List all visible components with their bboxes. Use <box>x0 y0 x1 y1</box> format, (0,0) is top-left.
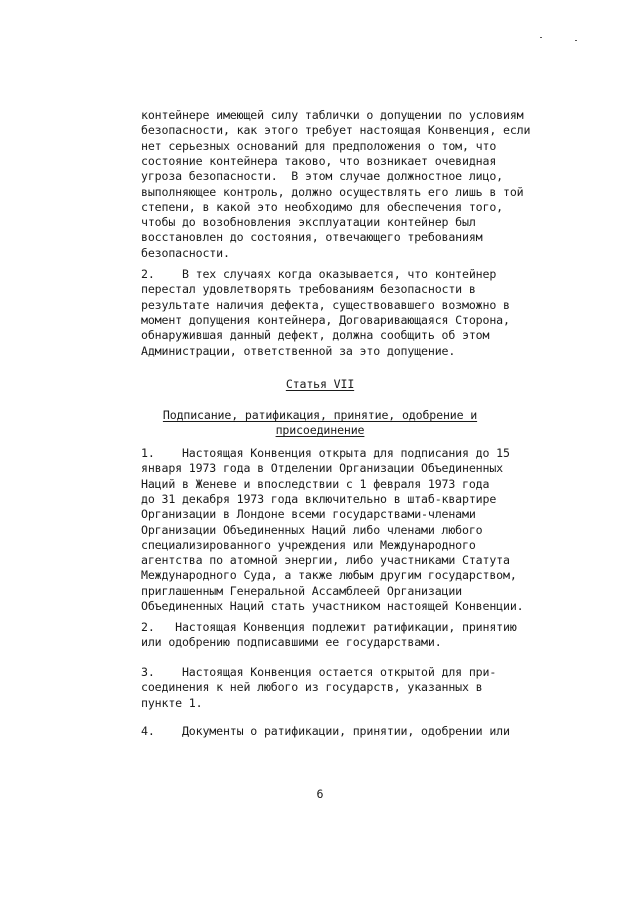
paragraph-line: специализированного учреждения или Международного <box>141 537 476 552</box>
paragraph-line: чтобы до возобновления эксплуатации контейнер был <box>141 215 476 230</box>
paragraph-line: состояние контейнера таково, что возникает очевидная <box>141 153 497 168</box>
paragraph-line: 2. Настоящая Конвенция подлежит ратификации, принятию <box>141 620 517 634</box>
paragraph-line: Организации Объединенных Наций либо членами любого <box>141 522 483 537</box>
page-number: 6 <box>316 787 324 801</box>
paragraph-line: Наций в Женеве и впоследствии с 1 февраля 1973 года <box>141 476 490 491</box>
paragraph-line: до 31 декабря 1973 года включительно в штаб-квартире <box>141 491 497 506</box>
paragraph-line: соединения к ней любого из государств, указанных в <box>141 680 483 695</box>
paragraph-line: Организации в Лондоне всеми государствами-членами <box>141 507 476 522</box>
paragraph-line: угроза безопасности. В этом случае должностное лицо, <box>141 169 503 184</box>
paragraph-line: 3. Настоящая Конвенция остается открытой для при- <box>141 665 497 679</box>
paragraph-line: 1. Настоящая Конвенция открыта для подписания до 15 <box>141 446 510 460</box>
paragraph-line: или одобрению подписавшими ее государствами. <box>141 635 442 650</box>
article-subtitle: присоединение <box>275 423 365 437</box>
paragraph-line: нет серьезных оснований для предположения о том, что <box>141 138 497 153</box>
paragraph-line: выполняющее контроль, должно осуществлять его лишь в той <box>141 184 524 199</box>
article-subtitle: Подписание, ратификация, принятие, одобрение и <box>162 408 478 422</box>
paragraph-line: 4. Документы о ратификации, принятии, одобрении или <box>141 724 510 738</box>
paragraph-line: приглашенным Генеральной Ассамблеей Организации <box>141 583 463 598</box>
paragraph-line: агентства по атомной энергии, либо участниками Статута <box>141 553 510 568</box>
paragraph-line: перестал удовлетворять требованиям безопасности в <box>141 282 476 297</box>
paragraph-line: контейнере имеющей силу таблички о допущении по условиям <box>141 108 524 122</box>
paragraph-line: Объединенных Наций стать участником настоящей Конвенции. <box>141 599 524 613</box>
scan-speck <box>575 40 577 41</box>
paragraph-line: обнаружившая данный дефект, должна сообщить об этом <box>141 328 490 343</box>
paragraph-line: момент допущения контейнера, Договаривающаяся Сторона, <box>141 312 510 327</box>
scan-speck <box>540 37 542 38</box>
paragraph-line: января 1973 года в Отделении Организации Объединенных <box>141 461 503 476</box>
paragraph-line: восстановлен до состояния, отвечающего требованиям <box>141 230 483 245</box>
paragraph-line: Международного Суда, а также любым другим государством, <box>141 568 517 583</box>
paragraph-line: степени, в какой это необходимо для обеспечения того, <box>141 199 503 214</box>
paragraph-line: 2. В тех случаях когда оказывается, что контейнер <box>141 267 497 281</box>
paragraph-line: Администрации, ответственной за это допущение. <box>141 343 456 358</box>
paragraph-line: безопасности, как этого требует настоящая Конвенция, если <box>141 123 531 138</box>
article-heading: Статья VII <box>285 377 355 391</box>
paragraph-line: пункте 1. <box>141 695 203 710</box>
paragraph-line: результате наличия дефекта, существовавшего возможно в <box>141 297 510 312</box>
paragraph-line: безопасности. <box>141 245 230 260</box>
